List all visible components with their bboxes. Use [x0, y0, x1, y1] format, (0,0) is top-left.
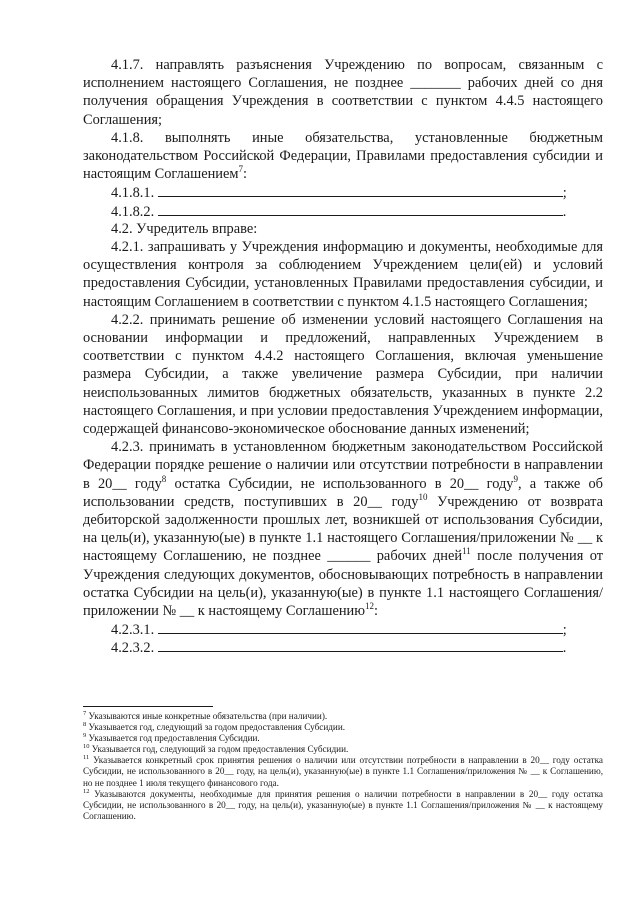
item-number-4-2-3-1: 4.2.3.1. [111, 622, 155, 639]
paragraph-4-2-1: 4.2.1. запрашивать у Учреждения информацию и документы, необходимые для осуществления контроля за соблюдением Учреждением цели(ей) и условий предоставления Субсидии, установленных Правилами предоставления субсидии, и настоящим Соглашением в соответствии с пунктом 4.1.5 настоящего Соглашения; [83, 239, 603, 310]
item-number-4-2-3-2: 4.2.3.2. [111, 640, 155, 657]
line-end-mark: . [562, 640, 567, 657]
paragraph-4-2-3-part-b: остатка Субсидии, не использованного в 20__ году [166, 475, 514, 492]
footnote-number: 12 [83, 787, 90, 795]
line-end-mark: . [562, 203, 567, 220]
footnote-ref-8: 8 [161, 473, 167, 484]
footnote-number: 8 [83, 721, 87, 729]
item-number-4-1-8-1: 4.1.8.1. [111, 185, 155, 202]
paragraph-4-2-2: 4.2.2. принимать решение об изменении условий настоящего Соглашения на основании информации и предложений, направленных Учреждением в соответствии с пунктом 4.4.2 настоящего Соглашения, включая уменьшение размера Субсидии, а также увеличение размера Субсидии, при наличии неиспользованных лимитов бюджетных обязательств, указанных в пункте 2.2 настоящего Соглашения, и при условии предоставления Учреждением информации, содержащей финансово-экономическое обоснование данных изменений; [83, 311, 603, 438]
paragraph-4-2-3-part-c: , а также об использовании средств, поступивших в 20__ году [83, 475, 604, 510]
paragraph-4-2-3-part-a: 4.2.3. принимать в установленном бюджетным законодательством Российской Федерации порядке решение о наличии или отсутствии потребности в направлении в 20__ году [83, 439, 603, 492]
document-body [83, 56, 603, 657]
paragraph-4-2: 4.2. Учредитель вправе: [111, 220, 258, 237]
footnotes [83, 706, 603, 822]
footnote-ref-10: 10 [418, 491, 428, 502]
fill-in-rule [158, 183, 563, 197]
footnote-text: Указывается год, следующий за годом предоставления Субсидии. [86, 722, 346, 733]
footnote-text: Указываются документы, необходимые для принятия решения о наличии потребности в направлении в 20__ году остатка Субсидии, не использованного в 20__ году, на цель(и), указанную(ые) в пункте 1.1 Соглашения/приложения № __ к настоящему Соглашению. [83, 788, 603, 821]
footnote-separator [83, 706, 213, 707]
fill-in-rule [158, 638, 563, 652]
paragraph-4-1-7: 4.1.7. направлять разъяснения Учреждению по вопросам, связанным с исполнением настоящего Соглашения, не позднее _______ рабочих дней со дня получения обращения Учреждения в соответствии с пунктом 4.4.5 настоящего Соглашения; [83, 57, 603, 128]
item-number-4-1-8-2: 4.1.8.2. [111, 203, 155, 220]
fill-in-rule [158, 620, 563, 634]
footnote-12 [83, 789, 603, 822]
footnote-ref-9: 9 [513, 473, 518, 484]
footnote-text: Указывается год, следующий за годом предоставления Субсидии. [89, 744, 349, 755]
blank-line-4-2-3-1 [83, 620, 603, 638]
fill-in-rule [158, 202, 563, 216]
footnote-number: 7 [83, 710, 87, 717]
blank-line-4-1-8-1 [83, 183, 603, 201]
footnote-text: Указывается конкретный срок принятия решения о наличии или отсутствии потребности в направлении в 20__ году остатка Субсидии, не использованного в 20__ году, на цель(и), указанную(ые) в пункте 1.1 Соглашения/приложения № __ к Соглашению, но не позднее 1 июля текущего финансового года. [83, 755, 603, 788]
footnote-9 [83, 733, 603, 744]
line-end-mark: ; [562, 622, 567, 639]
footnote-ref-11: 11 [462, 546, 471, 557]
paragraph-4-1-8 [83, 129, 603, 184]
footnote-ref-12: 12 [365, 601, 375, 612]
footnote-8 [83, 722, 603, 733]
footnote-ref-7: 7 [238, 164, 243, 175]
paragraph-4-2-3 [83, 438, 603, 620]
blank-line-4-2-3-2 [83, 638, 603, 656]
footnote-text: Указываются иные конкретные обязательства (при наличии). [86, 711, 328, 721]
paragraph-4-1-8-text: 4.1.8. выполнять иные обязательства, установленные бюджетным законодательством Российской Федерации, Правилами предоставления субсидии и настоящим Соглашением [83, 129, 603, 183]
footnote-10 [83, 744, 603, 755]
footnote-number: 10 [83, 743, 90, 751]
footnote-number: 9 [83, 732, 87, 740]
footnote-text: Указывается год предоставления Субсидии. [86, 733, 260, 744]
paragraph-4-2-3-part-f: : [374, 603, 379, 620]
footnote-7 [83, 711, 603, 722]
paragraph-4-2-3-part-e: после получения от Учреждения следующих документов, обосновывающих потребность в направлении остатка Субсидии на цель(и), указанную(ые) в пункте 1.1 настоящего Соглашения/приложении № __ к настоящему Соглашению [83, 548, 604, 620]
paragraph-4-2-3-part-d: Учреждению от возврата дебиторской задолженности прошлых лет, возникшей от использования Субсидии, на цель(и), указанную(ые) в пункте 1.1 настоящего Соглашения/приложении № __ к настоящему Соглашению, не позднее ______ рабочих дней [83, 493, 603, 565]
line-end-mark: ; [562, 185, 567, 202]
footnote-11 [83, 755, 603, 788]
footnote-number: 11 [83, 754, 90, 762]
paragraph-4-1-8-end: : [243, 166, 247, 183]
blank-line-4-1-8-2 [83, 202, 603, 220]
